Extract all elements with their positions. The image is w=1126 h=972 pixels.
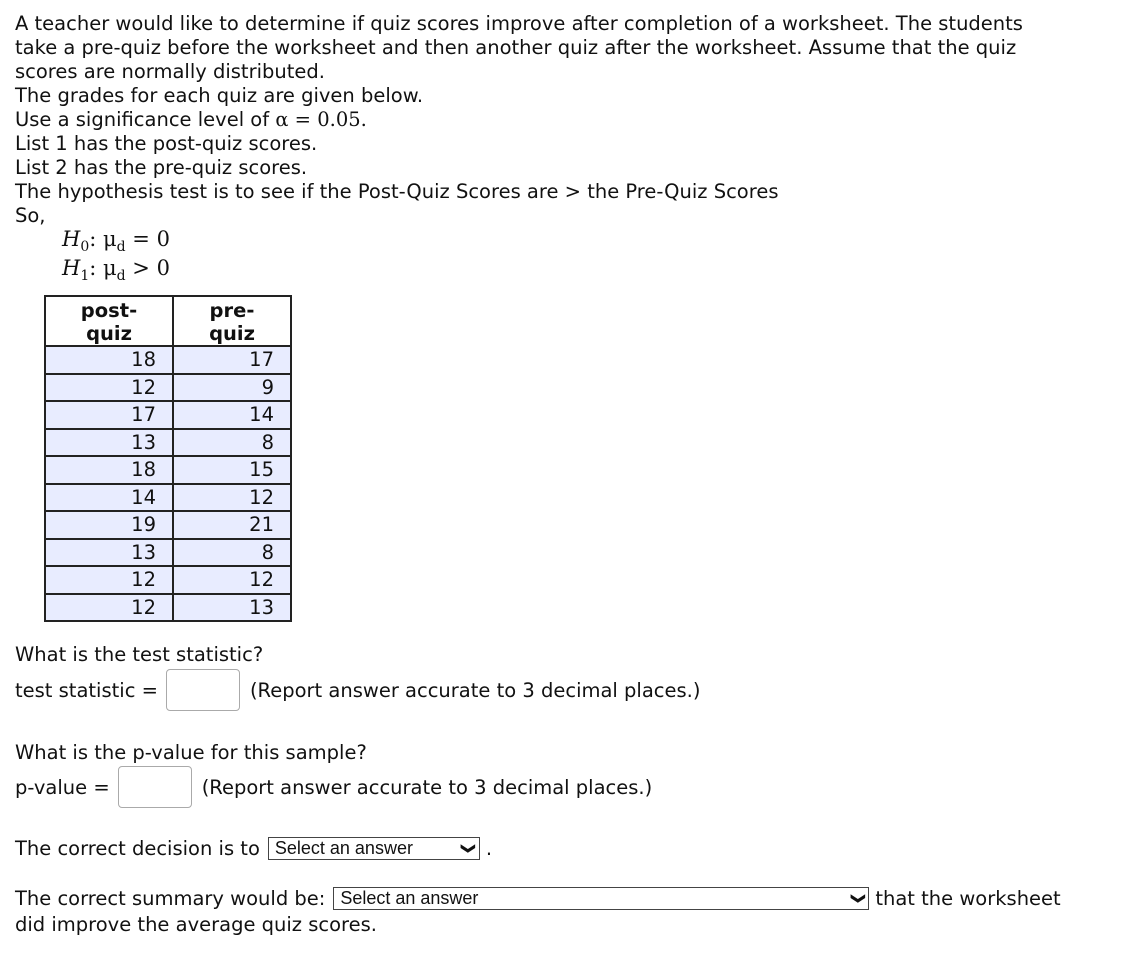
- alpha-value: α = 0.05.: [275, 108, 367, 131]
- table-row: 18 15: [45, 456, 291, 484]
- decision-select[interactable]: Select an answer ❮: [268, 837, 480, 860]
- table-row: 13 8: [45, 539, 291, 567]
- p-value-label: p-value =: [15, 775, 110, 799]
- p-value-row: [15, 766, 652, 808]
- summary-select[interactable]: Select an answer ❮: [333, 887, 869, 910]
- table-row: 12 13: [45, 594, 291, 622]
- intro-line: A teacher would like to determine if quiz scores improve after completion of a worksheet. The students: [15, 12, 1023, 35]
- table-row: 14 12: [45, 484, 291, 512]
- decision-label: The correct decision is to: [15, 837, 260, 860]
- p-value-question: What is the p-value for this sample?: [15, 741, 367, 764]
- summary-continuation: did improve the average quiz scores.: [15, 913, 377, 936]
- test-statistic-input[interactable]: [166, 669, 240, 711]
- intro-line: The hypothesis test is to see if the Post-Quiz Scores are > the Pre-Quiz Scores: [15, 180, 779, 203]
- summary-row: [15, 887, 1061, 910]
- significance-line: [15, 108, 1095, 132]
- column-header-pre-quiz: pre-quiz: [173, 296, 291, 346]
- problem-statement: [15, 12, 1095, 228]
- null-hypothesis: $H_0$: $\mu_d = 0$: [62, 227, 170, 256]
- p-value-note: (Report answer accurate to 3 decimal places.): [201, 775, 653, 799]
- column-header-post-quiz: post-quiz: [45, 296, 173, 346]
- table-row: 19 21: [45, 511, 291, 539]
- test-statistic-row: [15, 669, 700, 711]
- test-statistic-question: What is the test statistic?: [15, 643, 264, 666]
- decision-row: The correct decision is to Select an answer ❮ .: [15, 837, 493, 860]
- test-statistic-note: (Report answer accurate to 3 decimal places.): [249, 678, 701, 702]
- intro-line: So,: [15, 204, 46, 227]
- table-row: 13 8: [45, 429, 291, 457]
- intro-line: The grades for each quiz are given below.: [15, 84, 424, 107]
- intro-line: scores are normally distributed.: [15, 60, 325, 83]
- table-row: 18 17: [45, 346, 291, 374]
- test-statistic-label: test statistic =: [15, 678, 158, 702]
- intro-line: List 2 has the pre-quiz scores.: [15, 156, 308, 179]
- summary-suffix: that the worksheet: [875, 887, 1061, 910]
- summary-label: The correct summary would be:: [15, 887, 326, 910]
- table-row: 12 12: [45, 566, 291, 594]
- quiz-scores-table: [44, 295, 292, 622]
- table-row: 17 14: [45, 401, 291, 429]
- chevron-down-icon: ❮: [458, 842, 475, 855]
- p-value-input[interactable]: [118, 766, 192, 808]
- intro-line: List 1 has the post-quiz scores.: [15, 132, 318, 155]
- alternative-hypothesis: $H_1$: $\mu_d > 0$: [62, 256, 170, 285]
- table-row: 12 9: [45, 374, 291, 402]
- significance-label: Use a significance level of: [15, 108, 276, 131]
- chevron-down-icon: ❮: [847, 892, 864, 905]
- intro-line: take a pre-quiz before the worksheet and then another quiz after the worksheet. Assume that the quiz: [15, 36, 1017, 59]
